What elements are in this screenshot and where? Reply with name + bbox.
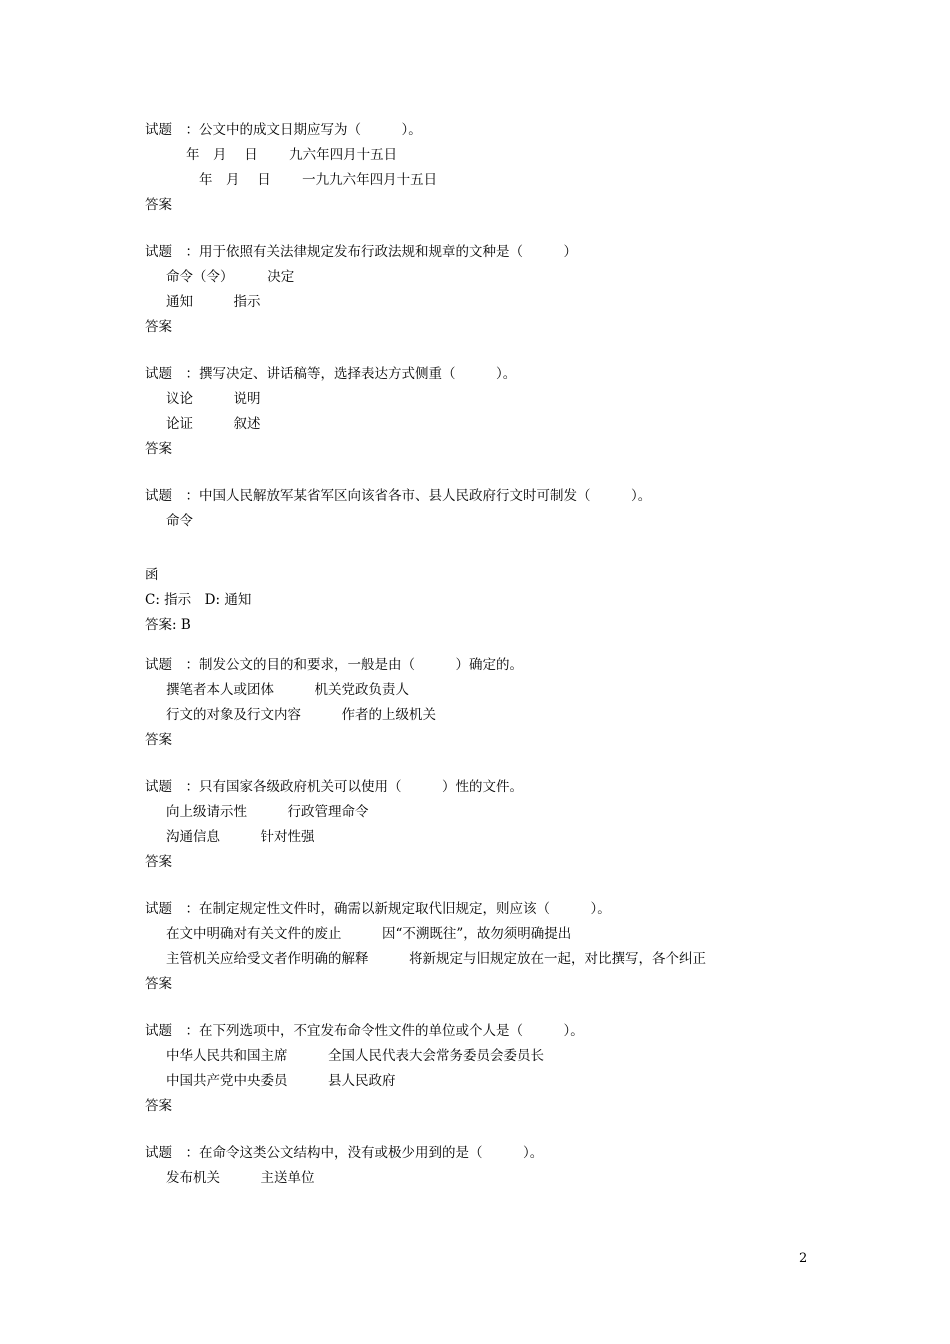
answer-options: 发布机关 主送单位 bbox=[166, 1170, 315, 1186]
answer-options: 议论 说明 bbox=[166, 391, 261, 407]
answer-options: 主管机关应给受文者作明确的解释 将新规定与旧规定放在一起，对比撰写，各个纠正 bbox=[166, 951, 706, 967]
question-text: 试题 ：在下列选项中，不宜发布命令性文件的单位或个人是（ ）。 bbox=[145, 1023, 584, 1039]
answer-label: 答案 bbox=[145, 976, 172, 992]
answer-options: 向上级请示性 行政管理命令 bbox=[166, 804, 369, 820]
answer-options: 年 月 日 九六年四月十五日 bbox=[186, 147, 398, 163]
answer-options: 命令 bbox=[166, 513, 193, 529]
option-line: 函 bbox=[145, 567, 159, 583]
answer-label: 答案 bbox=[145, 854, 172, 870]
answer-options: 在文中明确对有关文件的废止 因“不溯既往”，故勿须明确提出 bbox=[166, 926, 572, 942]
answer-options: 行文的对象及行文内容 作者的上级机关 bbox=[166, 707, 436, 723]
question-text: 试题 ：在制定规定性文件时，确需以新规定取代旧规定，则应该（ ）。 bbox=[145, 901, 611, 917]
answer-options: 撰笔者本人或团体 机关党政负责人 bbox=[166, 682, 409, 698]
question-text: 试题 ：制发公文的目的和要求，一般是由（ ）确定的。 bbox=[145, 657, 523, 673]
page-number: 2 bbox=[799, 1251, 808, 1266]
option-line: C: 指示 D: 通知 bbox=[145, 592, 252, 608]
answer-options: 沟通信息 针对性强 bbox=[166, 829, 315, 845]
question-text: 试题 ：用于依照有关法律规定发布行政法规和规章的文种是（ ） bbox=[145, 244, 577, 260]
answer-label: 答案 bbox=[145, 1098, 172, 1114]
answer-label: 答案 bbox=[145, 319, 172, 335]
question-text: 试题 ：只有国家各级政府机关可以使用（ ）性的文件。 bbox=[145, 779, 523, 795]
answer-label: 答案 bbox=[145, 197, 172, 213]
answer-options: 中国共产党中央委员 县人民政府 bbox=[166, 1073, 396, 1089]
answer-options: 通知 指示 bbox=[166, 294, 261, 310]
answer-options: 论证 叙述 bbox=[166, 416, 261, 432]
answer-options: 命令（令） 决定 bbox=[166, 269, 295, 285]
answer-label: 答案 bbox=[145, 732, 172, 748]
answer-options: 年 月 日 一九九六年四月十五日 bbox=[199, 172, 438, 188]
question-text: 试题 ：撰写决定、讲话稿等，选择表达方式侧重（ ）。 bbox=[145, 366, 517, 382]
answer-options: 中华人民共和国主席 全国人民代表大会常务委员会委员长 bbox=[166, 1048, 544, 1064]
question-text: 试题 ：在命令这类公文结构中，没有或极少用到的是（ ）。 bbox=[145, 1145, 544, 1161]
question-text: 试题 ：公文中的成文日期应写为（ ）。 bbox=[145, 122, 422, 138]
answer-label: 答案: B bbox=[145, 617, 191, 633]
answer-label: 答案 bbox=[145, 441, 172, 457]
question-text: 试题 ：中国人民解放军某省军区向该省各市、县人民政府行文时可制发（ ）。 bbox=[145, 488, 652, 504]
